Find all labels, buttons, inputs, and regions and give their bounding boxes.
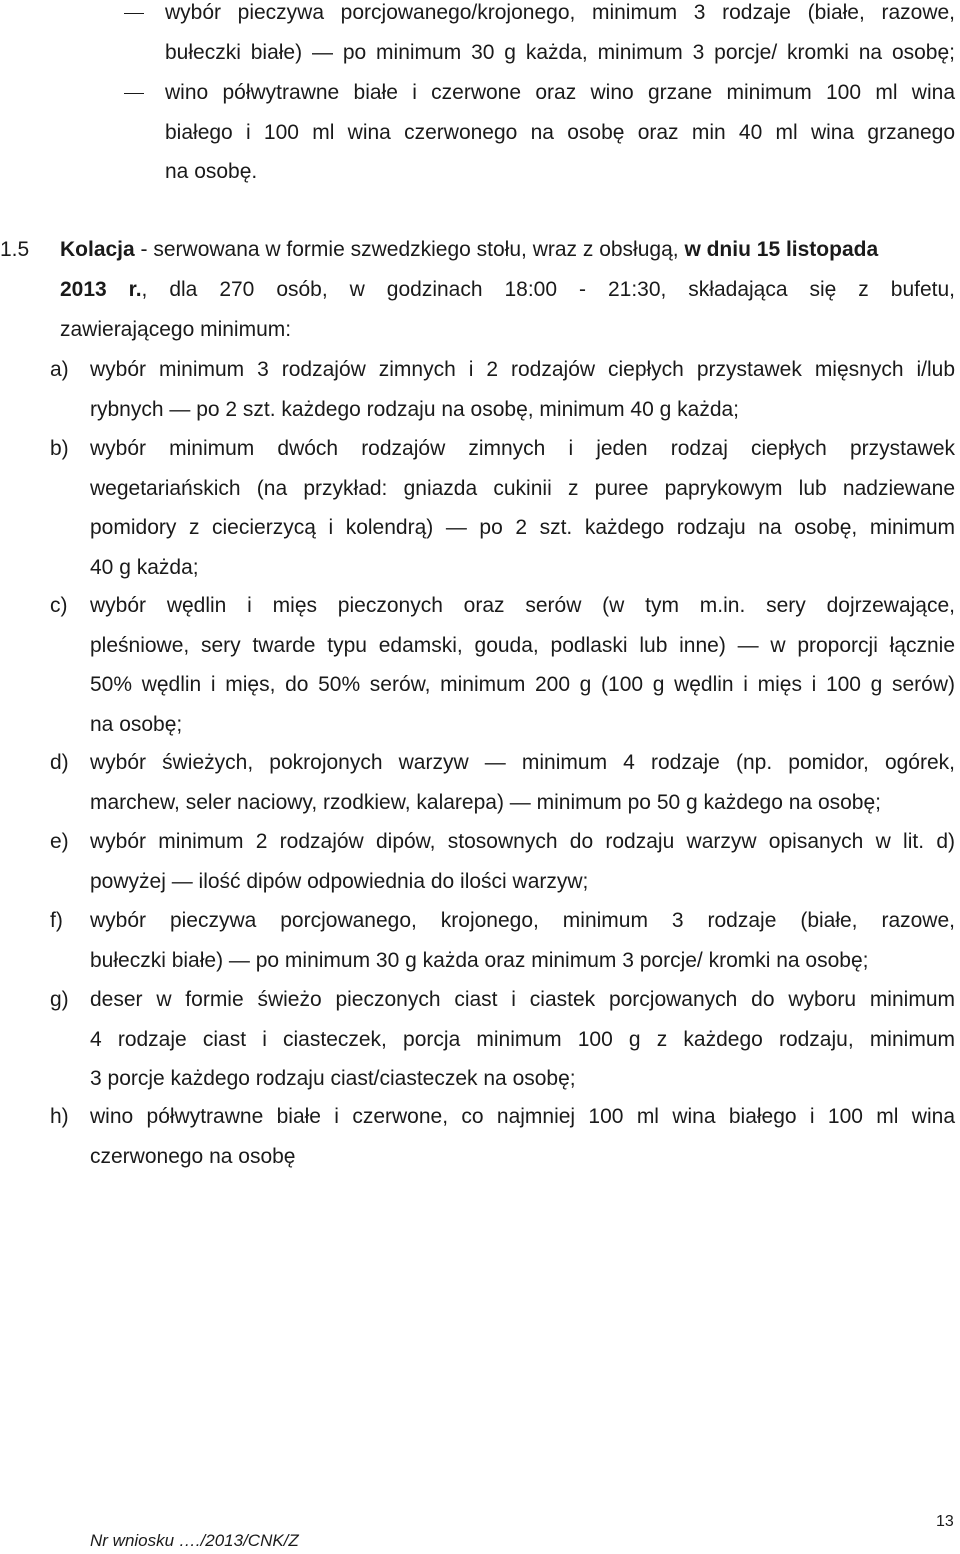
section-title: Kolacja [60, 238, 135, 261]
section-year: 2013 r. [60, 278, 142, 301]
list-item-line: pleśniowe, sery twarde typu edamski, gouda, podlaski lub inne) — w proporcji łącznie [90, 633, 955, 657]
list-item-label: a) [50, 358, 69, 381]
list-item-line: wegetariańskich (na przykład: gniazda cukinii z puree paprykowym lub nadziewane [90, 476, 955, 500]
list-item-label: e) [50, 830, 69, 853]
bullet-2-line-2: białego i 100 ml wina czerwonego na osobę oraz min 40 ml wina grzanego [165, 121, 955, 144]
list-item-line: wybór świeżych, pokrojonych warzyw — minimum 4 rodzaje (np. pomidor, ogórek, [90, 751, 955, 774]
list-item-line: na osobę; [90, 712, 183, 736]
dash-bullet [124, 13, 144, 14]
list-item-line: marchew, seler naciowy, rzodkiew, kalarepa) — minimum po 50 g każdego na osobę; [90, 790, 881, 814]
section-line-2 [60, 277, 955, 303]
list-item-label: d) [50, 751, 69, 774]
list-item-line: 4 rodzaje ciast i ciasteczek, porcja minimum 100 g z każdego rodzaju, minimum [90, 1027, 955, 1051]
list-item-label: h) [50, 1105, 69, 1128]
list-item-label: g) [50, 988, 69, 1011]
section-line-2-rest: , dla 270 osób, w godzinach 18:00 - 21:30, składająca się z bufetu, [141, 278, 955, 301]
list-item-line: wybór minimum 3 rodzajów zimnych i 2 rodzajów ciepłych przystawek mięsnych i/lub [90, 358, 955, 381]
bullet-1-line-2: bułeczki białe) — po minimum 30 g każda, minimum 3 porcje/ kromki na osobę; [165, 41, 955, 64]
list-item-line: powyżej — ilość dipów odpowiednia do ilości warzyw; [90, 869, 589, 893]
list-item-line: wino półwytrawne białe i czerwone, co najmniej 100 ml wina białego i 100 ml wina [90, 1105, 955, 1128]
list-item-line: bułeczki białe) — po minimum 30 g każda oraz minimum 3 porcje/ kromki na osobę; [90, 948, 869, 972]
list-item-line: wybór minimum 2 rodzajów dipów, stosownych do rodzaju warzyw opisanych w lit. d) [90, 830, 955, 853]
bullet-2-line-1: wino półwytrawne białe i czerwone oraz wino grzane minimum 100 ml wina [165, 81, 955, 104]
list-item-line: 40 g każda; [90, 555, 199, 579]
page-number: 13 [936, 1513, 954, 1530]
list-item-line: wybór pieczywa porcjowanego, krojonego, minimum 3 rodzaje (białe, razowe, [90, 909, 955, 932]
section-number: 1.5 [0, 238, 30, 261]
list-item-line: pomidory z ciecierzycą i kolendrą) — po 2 szt. każdego rodzaju na osobę, minimum [90, 516, 955, 539]
application-number: Nr wniosku …./2013/CNK/Z [90, 1531, 299, 1550]
list-item-line: rybnych — po 2 szt. każdego rodzaju na osobę, minimum 40 g każda; [90, 397, 740, 421]
list-item-label: c) [50, 594, 68, 617]
section-heading [60, 237, 878, 263]
section-title-rest: - serwowana w formie szwedzkiego stołu, wraz z obsługą, [134, 238, 685, 261]
list-item-line: wybór minimum dwóch rodzajów zimnych i jeden rodzaj ciepłych przystawek [90, 437, 955, 460]
dash-bullet [124, 93, 144, 94]
list-item-line: wybór wędlin i mięs pieczonych oraz serów (w tym m.in. sery dojrzewające, [90, 594, 955, 617]
section-date: w dniu 15 listopada [684, 238, 879, 261]
bullet-1-line-1: wybór pieczywa porcjowanego/krojonego, minimum 3 rodzaje (białe, razowe, [165, 1, 955, 24]
bullet-2-line-3: na osobę. [165, 160, 258, 183]
list-item-line: czerwonego na osobę [90, 1144, 296, 1168]
list-item-label: b) [50, 437, 69, 460]
section-line-3: zawierającego minimum: [60, 318, 292, 341]
list-item-line: deser w formie świeżo pieczonych ciast i ciastek porcjowanych do wyboru minimum [90, 988, 955, 1011]
list-item-line: 50% wędlin i mięs, do 50% serów, minimum 200 g (100 g wędlin i mięs i 100 g serów) [90, 673, 955, 696]
list-item-line: 3 porcje każdego rodzaju ciast/ciasteczek na osobę; [90, 1067, 576, 1090]
list-item-label: f) [50, 909, 63, 932]
